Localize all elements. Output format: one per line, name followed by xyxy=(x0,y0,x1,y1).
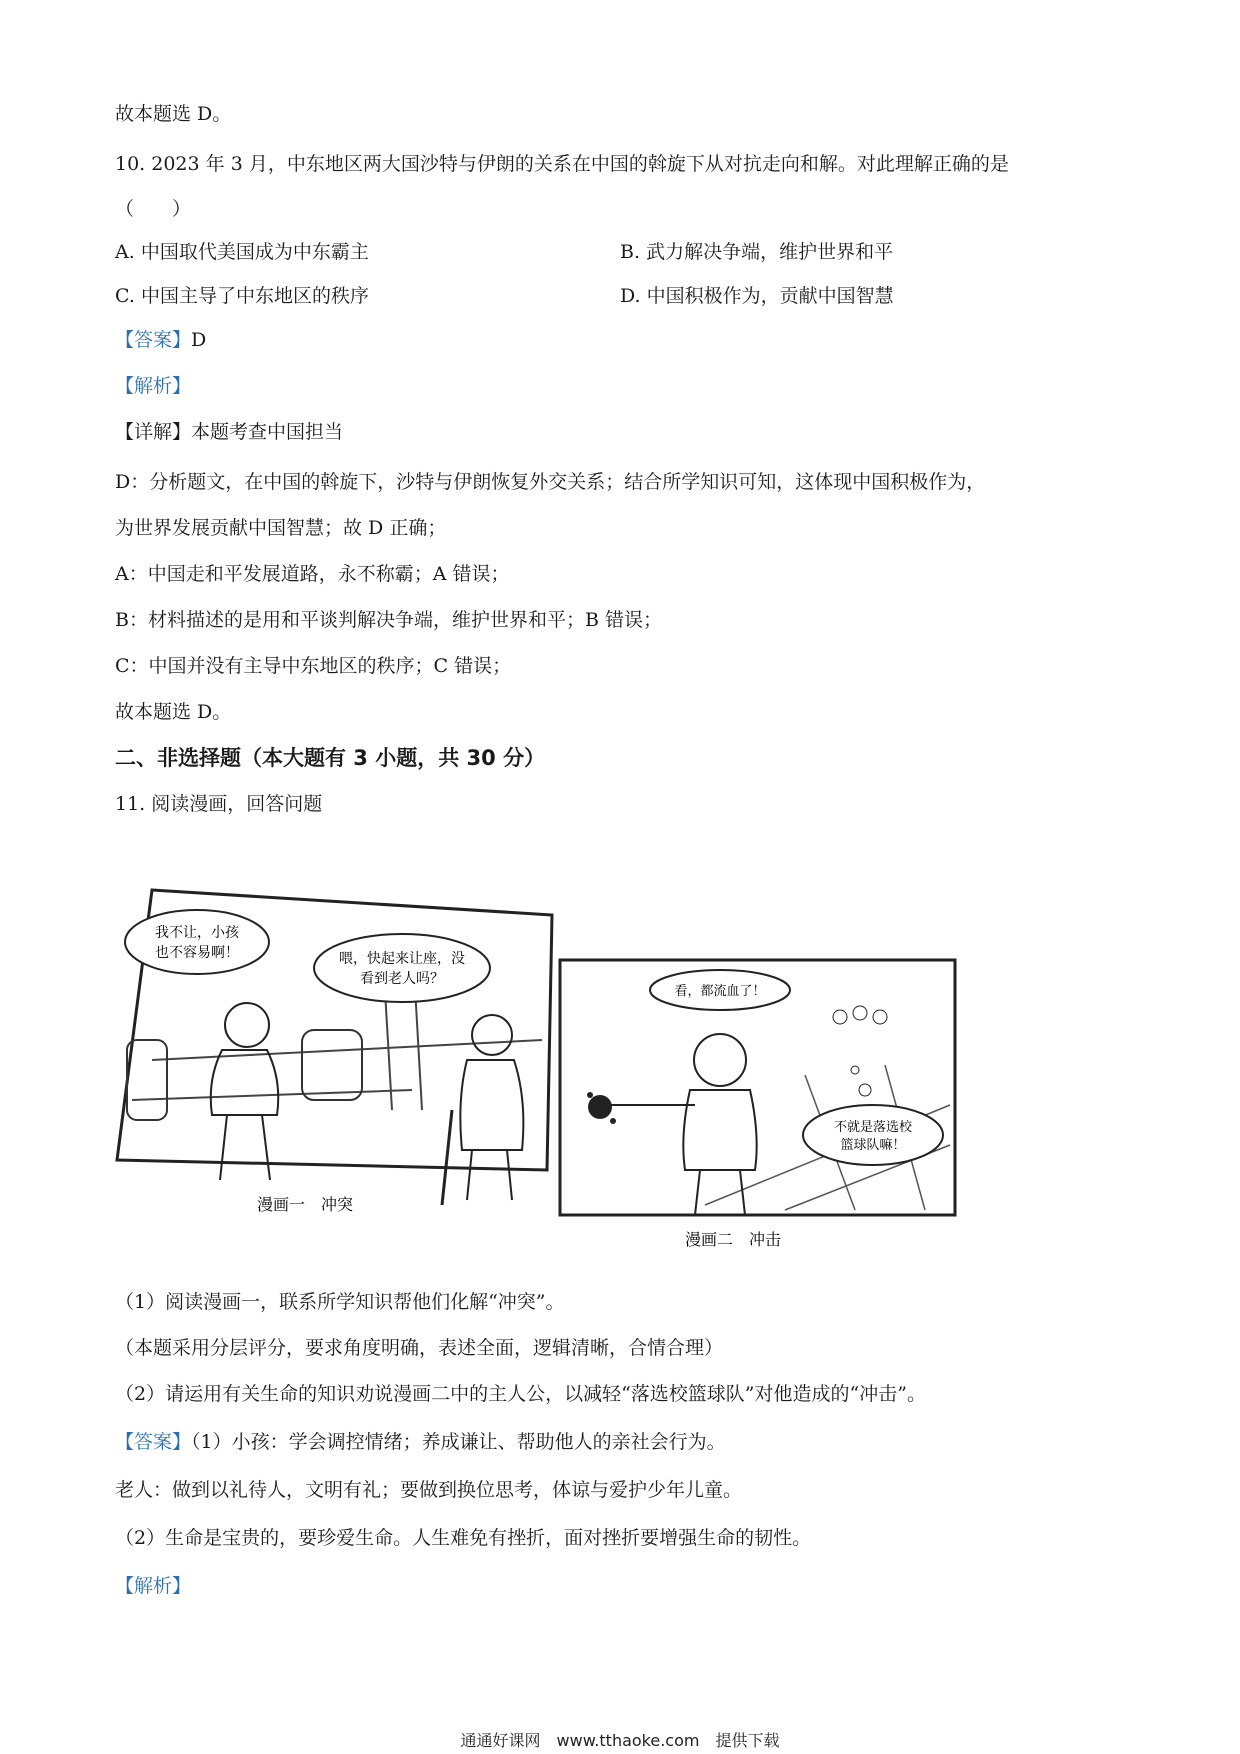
section-heading: 二、非选择题（本大题有 3 小题，共 30 分） xyxy=(115,746,546,770)
q11-note: （本题采用分层评分，要求角度明确，表述全面，逻辑清晰，合情合理） xyxy=(115,1337,724,1359)
comic-one-bubble-child-2: 也不容易啊！ xyxy=(155,945,239,961)
comic-one-caption: 漫画一 冲突 xyxy=(257,1195,354,1214)
q10-answer xyxy=(115,326,206,354)
q10-detail-line: C：中国并没有主导中东地区的秩序；C 错误； xyxy=(115,655,512,677)
comic-two-caption: 漫画二 冲击 xyxy=(685,1230,782,1249)
comic-two-bubble-thought-1: 不就是落选校 xyxy=(833,1120,913,1135)
option-label: C. xyxy=(115,285,135,307)
comic-two xyxy=(555,955,965,1255)
option-label: B. xyxy=(620,241,641,263)
comic-two-bubble-top: 看，都流血了！ xyxy=(674,984,766,999)
comic-one-bubble-elder-2: 看到老人吗？ xyxy=(360,971,444,987)
option-text: 武力解决争端，维护世界和平 xyxy=(646,241,894,263)
q10-option-d xyxy=(620,282,894,310)
answer-1: （1）小孩：学会调控情绪；养成谦让、帮助他人的亲社会行为。 xyxy=(191,1431,726,1453)
q10-detail xyxy=(115,418,343,446)
q10-option-a xyxy=(115,238,369,266)
answer-tag: 【答案】 xyxy=(115,1431,192,1453)
q11-sub1: （1）阅读漫画一，联系所学知识帮他们化解“冲突”。 xyxy=(115,1291,565,1313)
option-label: A. xyxy=(115,241,135,263)
q11-stem: 11. 阅读漫画，回答问题 xyxy=(115,793,323,815)
comic-two-drawing xyxy=(555,955,965,1255)
option-text: 中国积极作为，贡献中国智慧 xyxy=(646,285,894,307)
q11-answer xyxy=(115,1428,726,1456)
q10-detail-line: 为世界发展贡献中国智慧；故 D 正确； xyxy=(115,517,447,539)
q11-answer-1b: 老人：做到以礼待人，文明有礼；要做到换位思考，体谅与爱护少年儿童。 xyxy=(115,1479,743,1501)
option-text: 中国取代美国成为中东霸主 xyxy=(140,241,369,263)
detail-intro: 本题考查中国担当 xyxy=(191,421,344,443)
q10-analysis-tag: 【解析】 xyxy=(115,375,192,397)
page-footer: 通通好课网 www.tthaoke.com 提供下载 xyxy=(460,1731,780,1750)
comic-one-drawing xyxy=(112,880,557,1225)
prev-conclusion: 故本题选 D。 xyxy=(115,103,232,125)
q10-stem: 10. 2023 年 3 月，中东地区两大国沙特与伊朗的关系在中国的斡旋下从对抗走向和解。对此理解正确的是 xyxy=(115,153,1009,175)
q10-detail-line: 故本题选 D。 xyxy=(115,701,232,723)
option-label: D. xyxy=(620,285,641,307)
detail-tag: 【详解】 xyxy=(115,421,192,443)
q10-option-c xyxy=(115,282,369,310)
q10-detail-line: D：分析题文，在中国的斡旋下，沙特与伊朗恢复外交关系；结合所学知识可知，这体现中国积极作为， xyxy=(115,471,986,493)
answer-value: D xyxy=(191,329,207,351)
option-text: 中国主导了中东地区的秩序 xyxy=(140,285,369,307)
q11-analysis-tag: 【解析】 xyxy=(115,1575,192,1597)
q10-blank: （ ） xyxy=(115,198,192,220)
q10-detail-line: A：中国走和平发展道路，永不称霸；A 错误； xyxy=(115,563,510,585)
q11-sub2: （2）请运用有关生命的知识劝说漫画二中的主人公，以减轻“落选校篮球队”对他造成的“冲击”。 xyxy=(115,1383,926,1405)
answer-tag: 【答案】 xyxy=(115,329,192,351)
comic-one-bubble-child-1: 我不让，小孩 xyxy=(155,925,239,941)
q11-answer-2: （2）生命是宝贵的，要珍爱生命。人生难免有挫折，面对挫折要增强生命的韧性。 xyxy=(115,1527,812,1549)
comic-two-bubble-thought-2: 篮球队嘛！ xyxy=(840,1138,906,1153)
comic-one xyxy=(112,880,557,1225)
comic-one-bubble-elder-1: 喂，快起来让座，没 xyxy=(339,951,465,967)
q10-option-b xyxy=(620,238,893,266)
q10-detail-line: B：材料描述的是用和平谈判解决争端，维护世界和平；B 错误； xyxy=(115,609,662,631)
